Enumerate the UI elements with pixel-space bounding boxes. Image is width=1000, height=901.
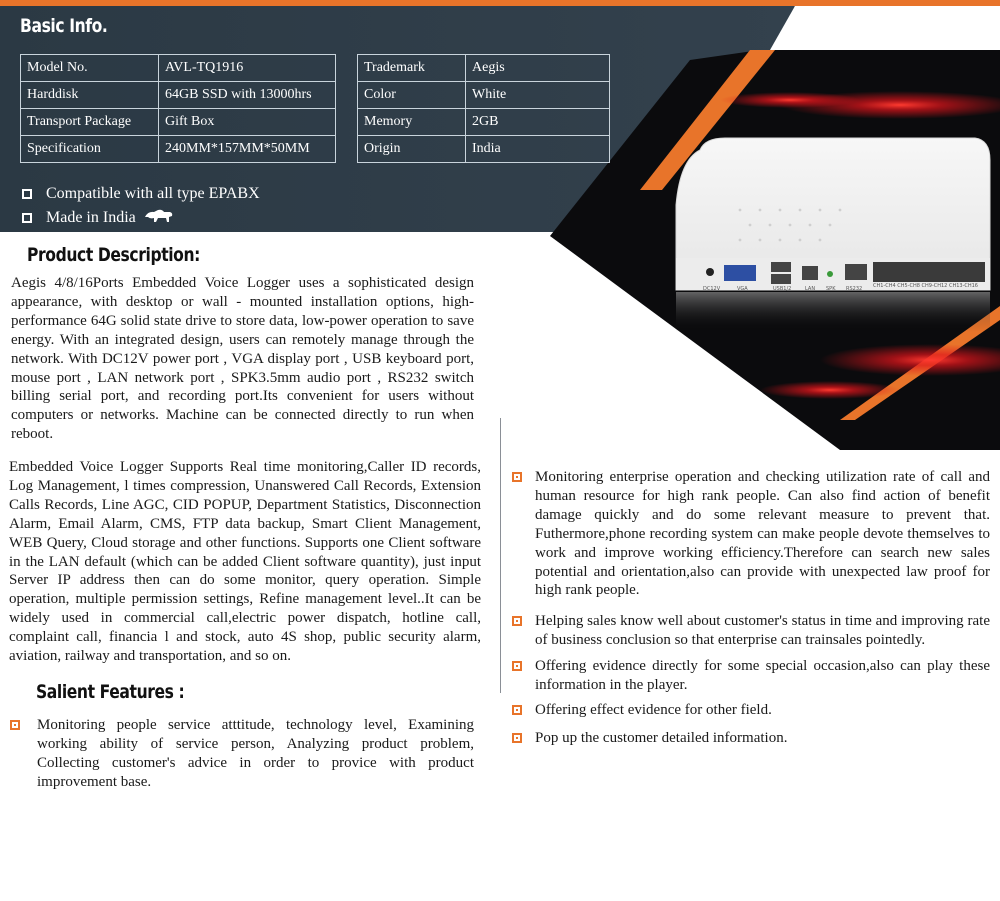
table-row xyxy=(21,55,336,82)
bullet-square-icon xyxy=(22,213,32,223)
feature-text: Offering evidence directly for some special occasion,also can play these information in the player. xyxy=(535,658,990,694)
list-item xyxy=(22,182,260,206)
spec-key: Harddisk xyxy=(21,82,159,109)
spec-key: Model No. xyxy=(21,55,159,82)
bullet-square-icon xyxy=(512,705,522,715)
feature-text: Helping sales know well about customer's status in time and improving rate of business conclusion so that enterprise can trainsales pointedly. xyxy=(535,613,990,649)
feature-text: Monitoring people service atttitude, technology level, Examining working ability of service person, Analyzing product problem, Collecting customer's advice in order to provice with product improvement base. xyxy=(37,717,474,790)
table-row xyxy=(21,136,336,163)
description-paragraph-1: Aegis 4/8/16Ports Embedded Voice Logger uses a sophisticated design appearance, with desktop or wall - mounted installation options, high-performance 64G solid state drive to store data, low-power operation to save energy. With an integrated design, users can remotely manage through the network. With DC12V power port , VGA display port , USB keyboard port, mouse port , LAN network port , SPK3.5mm audio port , RS232 switch billing serial port, and recording port.Its convenient for users without computers or networks. Machine can be connected directly to run when reboot. xyxy=(11,275,474,443)
svg-text:SPK: SPK xyxy=(826,286,836,292)
bullet-square-icon xyxy=(512,733,522,743)
list-item xyxy=(512,468,990,600)
spec-value: AVL-TQ1916 xyxy=(159,55,336,82)
spec-value: 240MM*157MM*50MM xyxy=(159,136,336,163)
spec-value: Gift Box xyxy=(159,109,336,136)
svg-text:DC12V: DC12V xyxy=(703,286,721,292)
bullet-square-icon xyxy=(512,616,522,626)
description-paragraph-2: Embedded Voice Logger Supports Real time monitoring,Caller ID records, Log Management, l times compression, Unanswered Call Records, Extension Calls Records, Line AGC, CID POPUP, Department Statistics, Disconnection Alarm, Email Alarm, CMS, FTP data backup, Smart Client Management, WEB Query, Cloud storage and other functions. Supports one Client software in the LAN default (which can be added Client software quantity), just input Server IP address then can do some monitor, query operation. Simple operation, multiple permission settings, Refine management level..It can be widely used in commercial call,electric power dispatch, hotline call, complaint call, financia l and stock, auto 4S shop, public security alarm, aviation, railway and transportation, and so on. xyxy=(9,459,481,665)
list-item xyxy=(512,729,990,748)
spec-key: Memory xyxy=(358,109,466,136)
table-row xyxy=(358,109,610,136)
feature-text: Offering effect evidence for other field. xyxy=(535,701,772,718)
spec-value: Aegis xyxy=(466,55,610,82)
bullet-square-icon xyxy=(512,661,522,671)
list-item xyxy=(512,657,990,695)
svg-text:RS232: RS232 xyxy=(846,286,863,292)
spec-key: Transport Package xyxy=(21,109,159,136)
spec-table-right xyxy=(357,54,610,163)
list-item xyxy=(512,701,990,720)
feature-text: Monitoring enterprise operation and checking utilization rate of call and human resource for high rank people. Can also find action of benefit damage quickly and do some relevant measure to prevent that. Futhermore,phone recording system can make people devote themselves to work and improve working efficiency.Therefore can search new sales potential and orientation,also can provide with unexpected law proof for high rank people. xyxy=(535,469,990,599)
table-row xyxy=(21,109,336,136)
spec-value: India xyxy=(466,136,610,163)
basic-info-title: Basic Info. xyxy=(20,15,108,37)
product-description-title: Product Description: xyxy=(27,244,200,266)
list-item xyxy=(22,206,260,230)
bullet-text: Made in India xyxy=(46,209,136,226)
svg-text:USB1/2: USB1/2 xyxy=(773,286,792,292)
spec-key: Color xyxy=(358,82,466,109)
spec-key: Trademark xyxy=(358,55,466,82)
bullet-text: Compatible with all type EPABX xyxy=(46,185,260,202)
bullet-square-icon xyxy=(10,720,20,730)
list-item xyxy=(10,716,474,792)
salient-features-list xyxy=(10,716,474,792)
spec-key: Specification xyxy=(21,136,159,163)
lion-icon xyxy=(144,208,174,229)
spec-table-left xyxy=(20,54,336,163)
table-row xyxy=(358,136,610,163)
basic-info-bullets xyxy=(22,182,260,230)
bullet-square-icon xyxy=(22,189,32,199)
feature-list-right xyxy=(512,468,990,748)
top-accent-bar xyxy=(0,0,1000,6)
column-divider xyxy=(500,418,501,693)
list-item xyxy=(512,612,990,650)
spec-value: 2GB xyxy=(466,109,610,136)
table-row xyxy=(358,55,610,82)
feature-text: Pop up the customer detailed information. xyxy=(535,729,788,746)
svg-text:LAN: LAN xyxy=(805,286,816,292)
svg-text:VGA: VGA xyxy=(737,286,748,292)
spec-value: White xyxy=(466,82,610,109)
bullet-square-icon xyxy=(512,472,522,482)
salient-features-title: Salient Features : xyxy=(36,681,185,703)
table-row xyxy=(21,82,336,109)
svg-text:CH1-CH4 CH5-CH8 CH9-CH12 CH13-: CH1-CH4 CH5-CH8 CH9-CH12 CH13-CH16 xyxy=(873,283,978,289)
spec-value: 64GB SSD with 13000hrs xyxy=(159,82,336,109)
table-row xyxy=(358,82,610,109)
spec-key: Origin xyxy=(358,136,466,163)
